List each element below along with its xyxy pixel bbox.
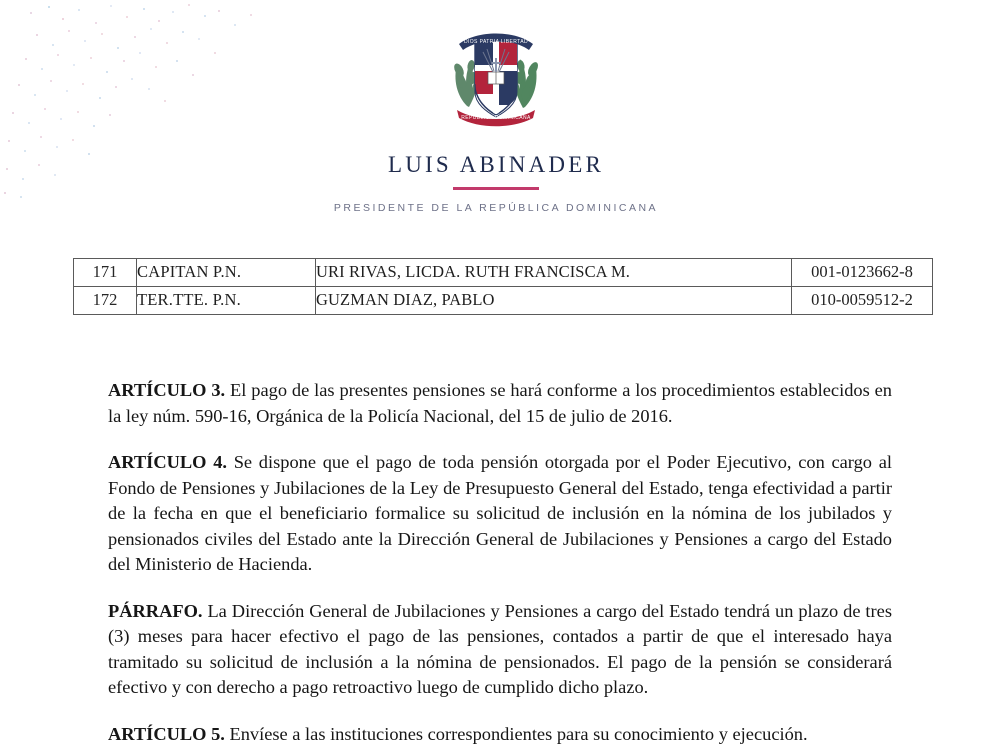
table-body [74,259,933,315]
row-number: 171 [74,259,137,287]
row-rank: TER.TTE. P.N. [137,287,316,315]
row-id-number: 010-0059512-2 [792,287,933,315]
article-text: Envíese a las instituciones correspondientes para su conocimiento y ejecución. [225,724,808,744]
pension-beneficiaries-table [73,258,933,315]
document-body [108,378,892,747]
article-paragraph [108,599,892,701]
letterhead [0,22,992,214]
row-id-number: 001-0123662-8 [792,259,933,287]
article-label: ARTÍCULO 5. [108,724,225,744]
article-text: Se dispone que el pago de toda pensión otorgada por el Poder Ejecutivo, con cargo al Fondo de Pensiones y Jubilaciones de la Ley de Presupuesto General del Estado, tenga efectividad a partir de la fecha en que el beneficiario formalice su solicitud de inclusión en la nómina de los jubilados y pensionados civiles del Estado ante la Dirección General de Jubilaciones y Pensiones a cargo del Estado del Ministerio de Hacienda. [108,452,892,574]
table-row [74,287,933,315]
table-row [74,259,933,287]
president-subtitle: PRESIDENTE DE LA REPÚBLICA DOMINICANA [0,202,992,214]
article-label: ARTÍCULO 4. [108,452,227,472]
president-name: LUIS ABINADER [0,152,992,178]
article-paragraph [108,450,892,578]
article-text: El pago de las presentes pensiones se hará conforme a los procedimientos establecidos en la ley núm. 590-16, Orgánica de la Policía Nacional, del 15 de julio de 2016. [108,380,892,426]
svg-text:REPUBLICA DOMINICANA: REPUBLICA DOMINICANA [461,115,531,121]
row-number: 172 [74,287,137,315]
article-text: La Dirección General de Jubilaciones y Pensiones a cargo del Estado tendrá un plazo de tres (3) meses para hacer efectivo el pago de las pensiones, contados a partir de que el interesado haya tramitado su solicitud de inclusión a la nómina de pensionados. El pago de la pensión se considerará efectivo y con derecho a pago retroactivo luego de cumplido dicho plazo. [108,601,892,698]
coat-of-arms-icon [437,22,555,130]
name-accent-rule [453,187,539,190]
row-name: URI RIVAS, LICDA. RUTH FRANCISCA M. [316,259,792,287]
article-paragraph [108,378,892,429]
article-label: ARTÍCULO 3. [108,380,225,400]
svg-text:DIOS PATRIA LIBERTAD: DIOS PATRIA LIBERTAD [464,39,528,45]
row-name: GUZMAN DIAZ, PABLO [316,287,792,315]
article-paragraph [108,722,892,747]
row-rank: CAPITAN P.N. [137,259,316,287]
article-label: PÁRRAFO. [108,601,203,621]
